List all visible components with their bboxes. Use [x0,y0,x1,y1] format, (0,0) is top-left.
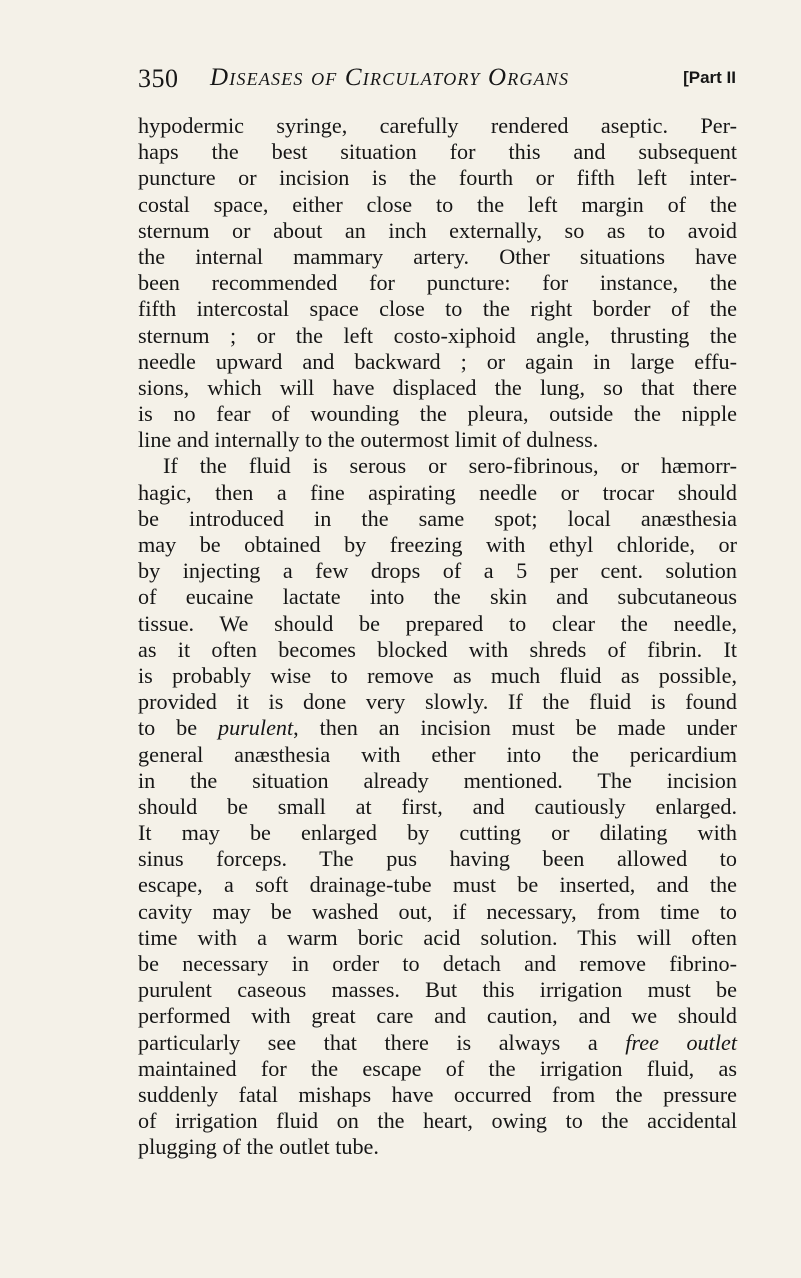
text-line: by injecting a few drops of a 5 per cent. solution [138,558,737,584]
text-line: time with a warm boric acid solution. This will often [138,924,737,950]
text-line-with-emphasis [138,715,737,741]
text-line: needle upward and backward ; or again in large effu- [138,348,737,374]
part-label: [Part II [683,68,736,87]
page-number: 350 [138,64,179,93]
running-title: Diseases of Circulatory Organs [210,64,570,91]
text-line: sions, which will have displaced the lung, so that there [138,374,737,400]
text-line: sternum ; or the left costo-xiphoid angle, thrusting the [138,322,737,348]
text-line: escape, a soft drainage-tube must be inserted, and the [138,872,737,898]
text-line: as it often becomes blocked with shreds of fibrin. It [138,636,737,662]
text-line: puncture or incision is the fourth or fifth left inter- [138,165,737,191]
text-line: haps the best situation for this and subsequent [138,139,737,165]
text-line: It may be enlarged by cutting or dilating with [138,820,737,846]
text-line: maintained for the escape of the irrigation fluid, as [138,1055,737,1081]
line-text: , then an incision must be made under [293,715,737,741]
text-line: suddenly fatal mishaps have occurred from the pressure [138,1081,737,1107]
text-line: sinus forceps. The pus having been allowed to [138,846,737,872]
paragraph-start-line: If the fluid is serous or sero-fibrinous, or hæmorr- [163,453,737,479]
text-line-with-emphasis [138,1030,737,1056]
text-line: costal space, either close to the left margin of the [138,191,737,217]
text-line: purulent caseous masses. But this irrigation must be [138,977,737,1003]
text-line: of irrigation fluid on the heart, owing to the accidental [138,1108,737,1134]
emphasis-free-outlet: free outlet [625,1029,737,1055]
text-line: hypodermic syringe, carefully rendered aseptic. Per- [138,113,737,138]
text-line: cavity may be washed out, if necessary, from time to [138,898,737,924]
text-line: is probably wise to remove as much fluid as possible, [138,662,737,688]
text-line: performed with great care and caution, and we should [138,1003,737,1029]
text-line: be necessary in order to detach and remove fibrino- [138,951,737,976]
text-line: tissue. We should be prepared to clear the needle, [138,610,737,636]
emphasis-purulent: purulent [217,715,294,741]
text-line: fifth intercostal space close to the right border of the [138,296,737,322]
text-line: in the situation already mentioned. The incision [138,767,737,793]
text-line: hagic, then a fine aspirating needle or trocar should [138,479,737,505]
text-line: be introduced in the same spot; local anæsthesia [138,505,737,531]
text-line: plugging of the outlet tube. [138,1134,379,1160]
text-line: general anæsthesia with ether into the pericardium [138,741,737,767]
text-line: provided it is done very slowly. If the fluid is found [138,689,737,715]
text-line: sternum or about an inch externally, so as to avoid [138,217,737,243]
text-line: is no fear of wounding the pleura, outside the nipple [138,401,737,427]
text-line: of eucaine lactate into the skin and subcutaneous [138,584,737,610]
running-header [138,64,736,98]
body-text [138,113,737,1161]
text-line: the internal mammary artery. Other situations have [138,243,737,269]
text-line: should be small at first, and cautiously enlarged. [138,793,737,819]
text-line: may be obtained by freezing with ethyl chloride, or [138,532,737,557]
line-text: particularly see that there is always a [138,1029,626,1055]
text-line: line and internally to the outermost limit of dulness. [138,427,599,453]
text-line: been recommended for puncture: for instance, the [138,270,737,296]
line-text: to be [138,715,218,741]
